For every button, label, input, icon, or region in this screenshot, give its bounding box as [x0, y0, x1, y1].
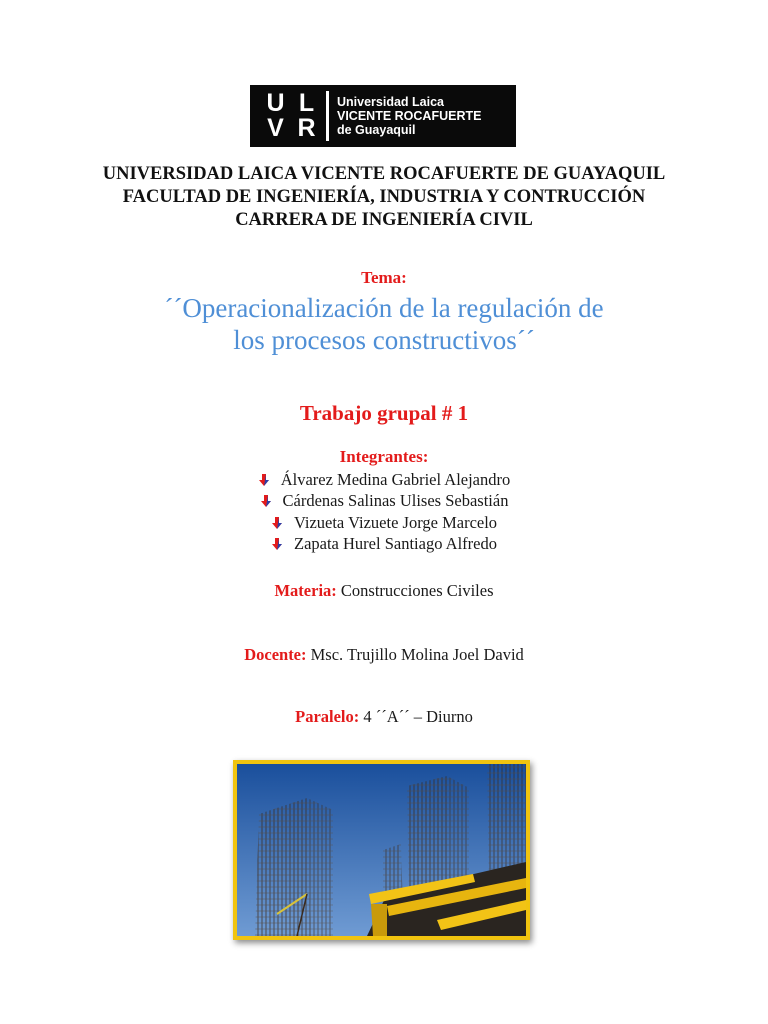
arrow-bullet-icon: [271, 517, 283, 529]
logo-mark-letter: U: [266, 89, 285, 117]
logo-line: VICENTE ROCAFUERTE: [337, 109, 482, 123]
arrow-bullet-icon: [258, 474, 270, 486]
logo-mark-letter: R: [297, 114, 316, 142]
section-value: 4 ´´A´´ – Diurno: [363, 707, 473, 726]
teacher-label: Docente:: [244, 645, 307, 664]
members-label: Integrantes:: [339, 447, 429, 466]
teacher-value: Msc. Trujillo Molina Joel David: [310, 645, 524, 664]
arrow-bullet-icon: [260, 495, 272, 507]
subject-label: Materia:: [274, 581, 337, 600]
member-name: Zapata Hurel Santiago Alfredo: [294, 534, 497, 554]
logo-line: de Guayaquil: [337, 123, 416, 137]
arrow-bullet-icon: [271, 538, 283, 550]
assignment-title: Trabajo grupal # 1: [299, 401, 469, 425]
subject-line: [0, 581, 768, 601]
member-name: Álvarez Medina Gabriel Alejandro: [280, 469, 511, 489]
document-title: [0, 292, 768, 356]
section-line: [0, 707, 768, 727]
member-name: Cárdenas Salinas Ulises Sebastián: [282, 491, 509, 511]
logo-line: Universidad Laica: [337, 95, 444, 109]
logo-mark-letter: L: [298, 89, 315, 117]
university-logo: [250, 85, 516, 147]
subject-value: Construcciones Civiles: [340, 581, 494, 600]
faculty-name: FACULTAD DE INGENIERÍA, INDUSTRIA Y CONTRUCCIÓN: [122, 187, 646, 207]
teacher-line: [0, 645, 768, 665]
list-item: [0, 469, 768, 491]
logo-mark-letter: V: [267, 114, 284, 142]
list-item: [0, 512, 768, 534]
list-item: [0, 534, 768, 556]
career-name: CARRERA DE INGENIERÍA CIVIL: [235, 210, 533, 230]
title-line-2: los procesos constructivos´´: [233, 325, 535, 355]
construction-photo-frame: [233, 760, 530, 940]
construction-photo: [237, 764, 526, 936]
tema-label: Tema:: [361, 268, 407, 287]
logo-wordmark: [337, 95, 481, 137]
title-line-1: ´´Operacionalización de la regulación de: [164, 293, 604, 323]
list-item: [0, 491, 768, 513]
members-list: [0, 469, 768, 555]
member-name: Vizueta Vizuete Jorge Marcelo: [293, 512, 498, 532]
section-label: Paralelo:: [295, 707, 360, 726]
university-name: UNIVERSIDAD LAICA VICENTE ROCAFUERTE DE GUAYAQUIL: [102, 164, 666, 184]
logo-mark: [260, 91, 329, 141]
